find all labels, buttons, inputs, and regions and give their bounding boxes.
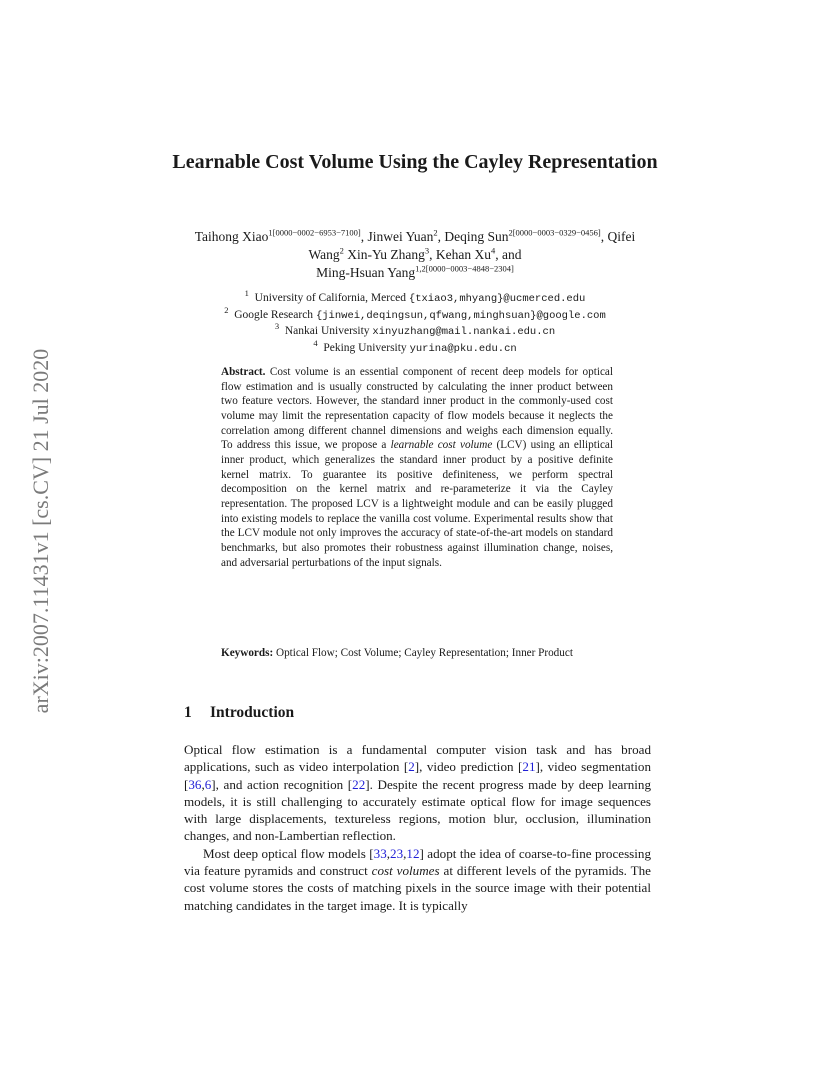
citation-link[interactable]: 2 xyxy=(408,759,415,775)
paragraph-text: ]. Despite the recent progress made by deep learning models, it is still challenging to accurately estimate optical flow for image sequences with large displacements, textureless regions, motion blur, occlusion, illumination changes, and non-Lambertian reflection. xyxy=(184,776,651,844)
section-heading xyxy=(184,704,294,722)
author-name: Jinwei Yuan xyxy=(367,229,434,244)
paragraph-text: ], and action recognition [ xyxy=(211,776,353,792)
affiliation-email: {txiao3,mhyang}@ucmerced.edu xyxy=(408,293,586,305)
author-superscript: 2 xyxy=(339,245,344,256)
author-superscript: 1[0000−0002−6953−7100] xyxy=(268,227,361,238)
abstract-text: (LCV) using an elliptical inner product, which generalizes the standard inner product by a positive definite kernel matrix. To guarantee its positive definiteness, we perform spectral decomposition on the kernel matrix and re-parameterize it via the Cayley representation. The proposed LCV is a lightweight module and can be easily plugged into existing models to replace the vanilla cost volume. Experimental results show that the LCV module not only improves the accuracy of state-of-the-art models on standard benchmarks, but also promotes their robustness against illumination change, noises, and adversarial perturbations of the input signals. xyxy=(221,439,613,569)
section-number: 1 xyxy=(184,704,192,721)
author-name: Taihong Xiao xyxy=(194,229,269,244)
affiliation-email: xinyuzhang@mail.nankai.edu.cn xyxy=(372,326,556,338)
abstract-emphasis: learnable cost volume xyxy=(390,439,493,452)
affiliation-item xyxy=(150,288,680,308)
body-text xyxy=(184,741,651,914)
author-name: Deqing Sun xyxy=(444,229,509,244)
citation-link[interactable]: 36 xyxy=(188,776,202,792)
author-superscript: 4 xyxy=(491,245,496,256)
paragraph-text: at different levels of the pyramids. The cost volume stores the costs of matching pixels in the source image with their potential matching candidates in the target image. It is typically xyxy=(184,863,651,913)
author-name: Ming-Hsuan Yang xyxy=(316,265,416,280)
keywords xyxy=(221,646,613,661)
affiliation-email: {jinwei,deqingsun,qfwang,minghsuan}@google.com xyxy=(315,309,606,322)
affiliation-list xyxy=(150,288,680,357)
affiliation-name: Nankai University xyxy=(284,325,370,337)
citation-link[interactable]: 23 xyxy=(390,845,404,861)
affiliation-name: Peking University xyxy=(323,341,407,354)
abstract-text: Cost volume is an essential component of recent deep models for optical flow estimation and is usually constructed by calculating the inner product between two feature vectors. However, the standard inner product in the commonly-used cost volume may limit the representation capacity of flow models because it neglects the correlation among different channel dimensions and weighs each dimension equally. To address this issue, we propose a xyxy=(221,366,614,452)
abstract-label: Abstract. xyxy=(221,366,266,378)
paragraph-emphasis: cost volumes xyxy=(371,863,440,879)
author-superscript: 1,2[0000−0003−4848−2304] xyxy=(415,263,514,274)
affiliation-number: 1 xyxy=(244,288,249,299)
affiliation-item xyxy=(150,321,680,341)
affiliation-number: 3 xyxy=(274,321,280,332)
arxiv-stamp: arXiv:2007.11431v1 [cs.CV] 21 Jul 2020 xyxy=(28,348,53,714)
affiliation-number: 2 xyxy=(224,304,229,315)
author-name: Qifei Wang xyxy=(308,229,636,262)
affiliation-item xyxy=(150,337,680,358)
abstract xyxy=(221,365,613,570)
citation-separator: , xyxy=(386,845,391,861)
paragraph-text: ] adopt the idea of coarse-to-fine processing via feature pyramids and construct xyxy=(184,845,651,879)
paragraph xyxy=(184,845,651,914)
paragraph-text: Most deep optical flow models [ xyxy=(203,845,374,861)
author-list: Taihong Xiao$^{1[0000-0002-6953-7100]}$, Jinwei Yuan$^2$, Deqing Sun$^{2[0000-0003-0329-0456]}$, Qifei Wang$^2$ Xin-Yu Zhang$^3$, Kehan Xu$^4$, and Ming-Hsuan Yang$^{1,2[0000-0003-4848-2304]}$ xyxy=(194,227,636,280)
author-name: Xin-Yu Zhang xyxy=(347,247,425,262)
affiliation-item xyxy=(150,304,680,325)
citation-link[interactable]: 22 xyxy=(352,776,366,792)
affiliation-email: yurina@pku.edu.cn xyxy=(409,342,517,355)
section-title: Introduction xyxy=(210,704,295,721)
keywords-text: Optical Flow; Cost Volume; Cayley Representation; Inner Product xyxy=(276,647,573,659)
author-superscript: 2 xyxy=(433,227,438,238)
paragraph-text: ], video prediction [ xyxy=(414,759,523,775)
author-name: Kehan Xu xyxy=(435,247,491,262)
citation-link[interactable]: 6 xyxy=(204,776,212,792)
paragraph-text: ], video segmentation [ xyxy=(184,759,651,792)
citation-link[interactable]: 33 xyxy=(373,845,387,861)
affiliation-name: Google Research xyxy=(234,308,314,321)
paragraph xyxy=(184,741,651,845)
author-superscript: 3 xyxy=(424,245,430,256)
affiliation-name: University of California, Merced xyxy=(254,292,407,304)
citation-link[interactable]: 12 xyxy=(406,845,420,861)
citation-link[interactable]: 21 xyxy=(522,759,536,775)
affiliation-number: 4 xyxy=(313,337,318,348)
citation-separator: , xyxy=(403,845,407,861)
author-superscript: 2[0000−0003−0329−0456] xyxy=(508,227,601,238)
author-conjunction: and xyxy=(502,247,522,262)
paragraph-text: Optical flow estimation is a fundamental computer vision task and has broad applications, such as video interpolation [ xyxy=(184,742,651,775)
keywords-label: Keywords: xyxy=(221,647,274,659)
paper-title: Learnable Cost Volume Using the Cayley Representation xyxy=(172,151,658,173)
citation-separator: , xyxy=(201,776,205,792)
